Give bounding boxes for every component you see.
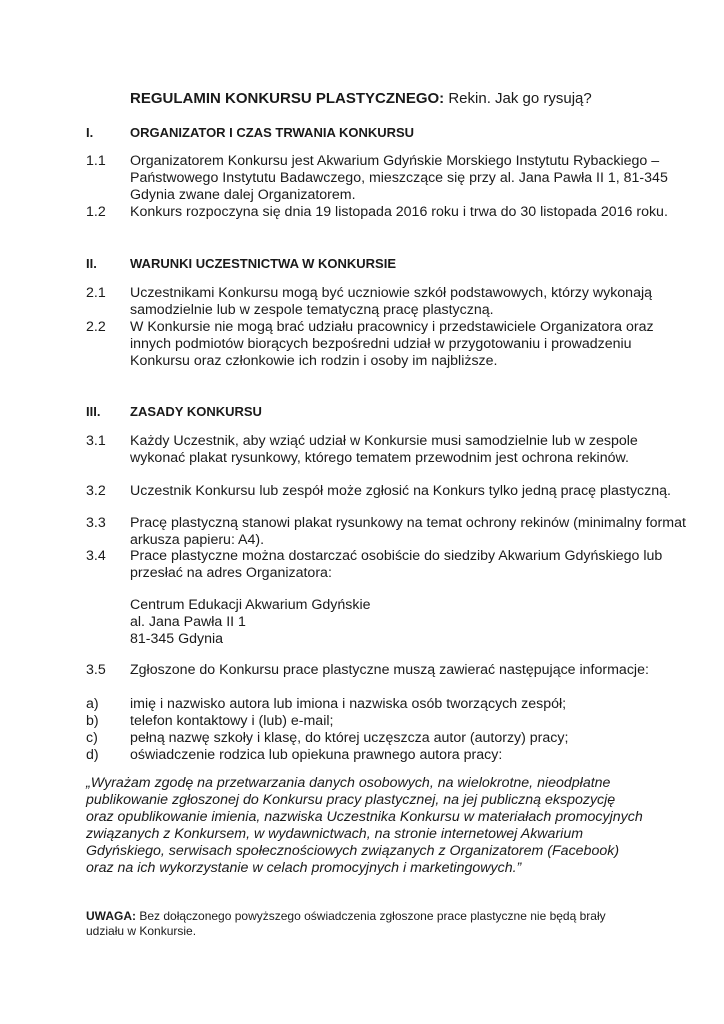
warning-text: Bez dołączonego powyższego oświadczenia zgłoszone prace plastyczne nie będą brały udziału w Konkursie. bbox=[86, 909, 606, 938]
organizer-address bbox=[130, 597, 630, 648]
paragraph-number: 2.1 bbox=[86, 285, 106, 301]
section-title: ZASADY KONKURSU bbox=[130, 404, 262, 419]
paragraph-text: Prace plastyczne można dostarczać osobiście do siedziby Akwarium Gdyńskiego lub przesłać na adres Organizatora: bbox=[130, 548, 663, 581]
list-marker: a) bbox=[86, 696, 99, 712]
list-text: pełną nazwę szkoły i klasę, do której uczęszcza autor (autorzy) pracy; bbox=[130, 730, 569, 746]
title-bold: REGULAMIN KONKURSU PLASTYCZNEGO: bbox=[130, 90, 445, 107]
warning-label: UWAGA: bbox=[86, 909, 136, 923]
paragraph-text: Uczestnik Konkursu lub zespół może zgłosić na Konkurs tylko jedną pracę plastyczną. bbox=[130, 483, 671, 499]
title-subtitle: Rekin. Jak go rysują? bbox=[444, 90, 592, 107]
paragraph-number: 1.1 bbox=[86, 153, 106, 169]
paragraph-number: 3.2 bbox=[86, 483, 106, 499]
section-title: WARUNKI UCZESTNICTWA W KONKURSIE bbox=[130, 256, 397, 271]
list-marker: b) bbox=[86, 713, 99, 729]
list-text: oświadczenie rodzica lub opiekuna prawnego autora pracy: bbox=[130, 747, 503, 763]
paragraph-number: 3.3 bbox=[86, 515, 106, 531]
section-number: III. bbox=[86, 404, 101, 419]
paragraph-number: 1.2 bbox=[86, 204, 106, 220]
paragraph-text: Pracę plastyczną stanowi plakat rysunkowy na temat ochrony rekinów (minimalny format arkusza papieru: A4). bbox=[130, 515, 686, 548]
section-title: ORGANIZATOR I CZAS TRWANIA KONKURSU bbox=[130, 125, 415, 140]
paragraph-number: 3.1 bbox=[86, 433, 106, 449]
address-line: Centrum Edukacji Akwarium Gdyńskie bbox=[130, 597, 371, 613]
consent-statement: „Wyrażam zgodę na przetwarzania danych osobowych, na wielokrotne, nieodpłatne publikowanie zgłoszonej do Konkursu pracy plastycznej, na jej publiczną ekspozycję oraz opublikowanie imienia, nazwiska Uczestnika Konkursu w materiałach promocyjnych związanych z Konkursem, w wydawnictwach, na stronie internetowej Akwarium Gdyńskiego, serwisach społecznościowych związanych z Organizatorem (Facebook) oraz na ich wykorzystanie w celach promocyjnych i marketingowych.” bbox=[86, 775, 643, 876]
warning-note bbox=[86, 909, 646, 939]
document-title bbox=[130, 90, 592, 107]
section-number: I. bbox=[86, 125, 94, 140]
paragraph-text: Konkurs rozpoczyna się dnia 19 listopada 2016 roku i trwa do 30 listopada 2016 roku. bbox=[130, 204, 668, 220]
list-text: telefon kontaktowy i (lub) e-mail; bbox=[130, 713, 334, 729]
paragraph-text: Każdy Uczestnik, aby wziąć udział w Konkursie musi samodzielnie lub w zespole wykonać plakat rysunkowy, którego tematem przewodnim jest ochrona rekinów. bbox=[130, 433, 638, 466]
list-text: imię i nazwisko autora lub imiona i nazwiska osób tworzących zespół; bbox=[130, 696, 567, 712]
paragraph-number: 3.5 bbox=[86, 662, 106, 678]
paragraph-text: Zgłoszone do Konkursu prace plastyczne muszą zawierać następujące informacje: bbox=[130, 662, 649, 678]
list-marker: d) bbox=[86, 747, 99, 763]
address-line: al. Jana Pawła II 1 bbox=[130, 614, 246, 630]
paragraph-text: W Konkursie nie mogą brać udziału pracownicy i przedstawiciele Organizatora oraz innych podmiotów biorących bezpośredni udział w przygotowaniu i prowadzeniu Konkursu oraz członkowie ich rodzin i osoby im najbliższe. bbox=[130, 319, 654, 369]
paragraph-text: Organizatorem Konkursu jest Akwarium Gdyńskie Morskiego Instytutu Rybackiego – Państwowego Instytutu Badawczego, mieszczące się przy al. Jana Pawła II 1, 81-345 Gdynia zwane dalej Organizatorem. bbox=[130, 153, 668, 203]
paragraph-text: Uczestnikami Konkursu mogą być uczniowie szkół podstawowych, którzy wykonają samodzielnie lub w zespole tematyczną pracę plastyczną. bbox=[130, 285, 653, 318]
paragraph-number: 3.4 bbox=[86, 548, 106, 564]
list-marker: c) bbox=[86, 730, 98, 746]
section-number: II. bbox=[86, 256, 97, 271]
address-line: 81-345 Gdynia bbox=[130, 631, 224, 647]
paragraph-number: 2.2 bbox=[86, 319, 106, 335]
